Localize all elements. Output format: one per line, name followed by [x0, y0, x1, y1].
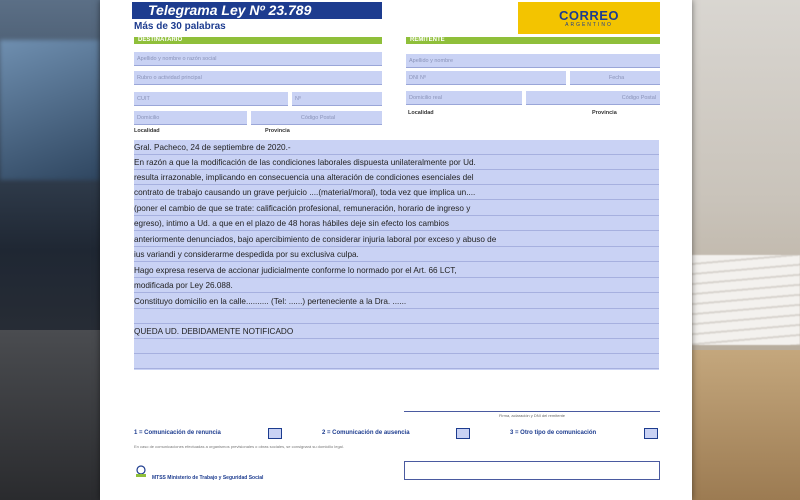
message-line: En razón a que la modificación de las condiciones laborales dispuesta unilateralmente por Ud.: [134, 155, 659, 170]
form-title: Telegrama Ley Nº 23.789: [132, 2, 382, 19]
signature-line: [404, 411, 660, 412]
background-desk: [0, 330, 100, 500]
option-resignation-label: 1 = Comunicación de renuncia: [134, 430, 221, 436]
signature-label: Firma, aclaración y DNI del remitente: [498, 413, 566, 418]
option-other-checkbox[interactable]: [644, 428, 658, 439]
background-right: [692, 0, 800, 500]
message-line: egreso), intimo a Ud. a que en el plazo de 48 horas hábiles deje sin efecto los cambios: [134, 216, 659, 231]
logo-sub-text: ARGENTINO: [565, 22, 613, 28]
form-note: En caso de comunicaciones efectuadas a organismos previsionales o obras sociales, se consignará su domicilio legal.: [134, 444, 344, 449]
remitente-heading: REMITENTE: [406, 37, 660, 44]
background-monitor: [0, 40, 100, 180]
destinatario-address-field[interactable]: Domicilio: [134, 111, 247, 125]
remitente-address-field[interactable]: Domicilio real: [406, 91, 522, 105]
destinatario-postal-field[interactable]: Código Postal: [251, 111, 382, 125]
message-line: ius variandi y considerarme despedida por su exclusiva culpa.: [134, 247, 659, 262]
form-subtitle: Más de 30 palabras: [134, 21, 226, 32]
remitente-name-field[interactable]: Apellido y nombre: [406, 54, 660, 68]
ministry-logo-icon: [134, 465, 148, 479]
option-absence-label: 2 = Comunicación de ausencia: [322, 430, 410, 436]
destinatario-cuit-field[interactable]: CUIT: [134, 92, 288, 106]
message-line: Hago expresa reserva de accionar judicialmente conforme lo normado por el Art. 66 LCT,: [134, 263, 659, 278]
correo-argentino-logo: [518, 2, 660, 34]
message-line: QUEDA UD. DEBIDAMENTE NOTIFICADO: [134, 324, 659, 339]
option-other-label: 3 = Otro tipo de comunicación: [510, 430, 597, 436]
destinatario-number-field[interactable]: Nº: [292, 92, 382, 106]
destinatario-province-label: Provincia: [265, 128, 290, 134]
remitente-postal-field[interactable]: Código Postal: [526, 91, 660, 105]
message-line: (poner el cambio de que se trate: calificación profesional, remuneración, horario de ingreso y: [134, 201, 659, 216]
message-line: [134, 354, 659, 369]
remitente-locality-label: Localidad: [408, 110, 434, 116]
message-line: modificada por Ley 26.088.: [134, 278, 659, 293]
message-line: [134, 339, 659, 354]
destinatario-name-field[interactable]: Apellido y nombre o razón social: [134, 52, 382, 66]
message-line: resulta irrazonable, implicando en consecuencia una alteración de condiciones esenciales del: [134, 170, 659, 185]
message-line: Gral. Pacheco, 24 de septiembre de 2020.-: [134, 140, 659, 155]
destinatario-heading: DESTINATARIO: [134, 37, 382, 44]
option-absence-checkbox[interactable]: [456, 428, 470, 439]
option-resignation-checkbox[interactable]: [268, 428, 282, 439]
background-left: [0, 0, 100, 500]
ministry-full-name: Ministerio de Trabajo y Seguridad Social: [167, 475, 264, 481]
remitente-province-label: Provincia: [592, 110, 617, 116]
background-table: [692, 350, 800, 500]
logo-main-text: CORREO: [558, 8, 620, 23]
destinatario-locality-label: Localidad: [134, 128, 160, 134]
message-line: [134, 309, 659, 324]
message-line: anteriormente denunciados, bajo apercibimiento de considerar injuria laboral por exceso y abuso de: [134, 232, 659, 247]
destinatario-activity-field[interactable]: Rubro o actividad principal: [134, 71, 382, 85]
message-line: contrato de trabajo causando un grave perjuicio ....(material/moral), toda vez que implica un....: [134, 185, 659, 200]
remitente-date-field[interactable]: Fecha: [570, 71, 660, 85]
official-use-box[interactable]: [404, 461, 660, 480]
telegram-form: [100, 0, 692, 500]
background-papers: [692, 255, 800, 345]
ministry-name: [152, 475, 263, 481]
ministry-abbrev: MTSS: [152, 475, 166, 481]
message-line: Constituyo domicilio en la calle.......... (Tel: ......) perteneciente a la Dra. ......: [134, 294, 659, 309]
remitente-dni-field[interactable]: DNI Nº: [406, 71, 566, 85]
